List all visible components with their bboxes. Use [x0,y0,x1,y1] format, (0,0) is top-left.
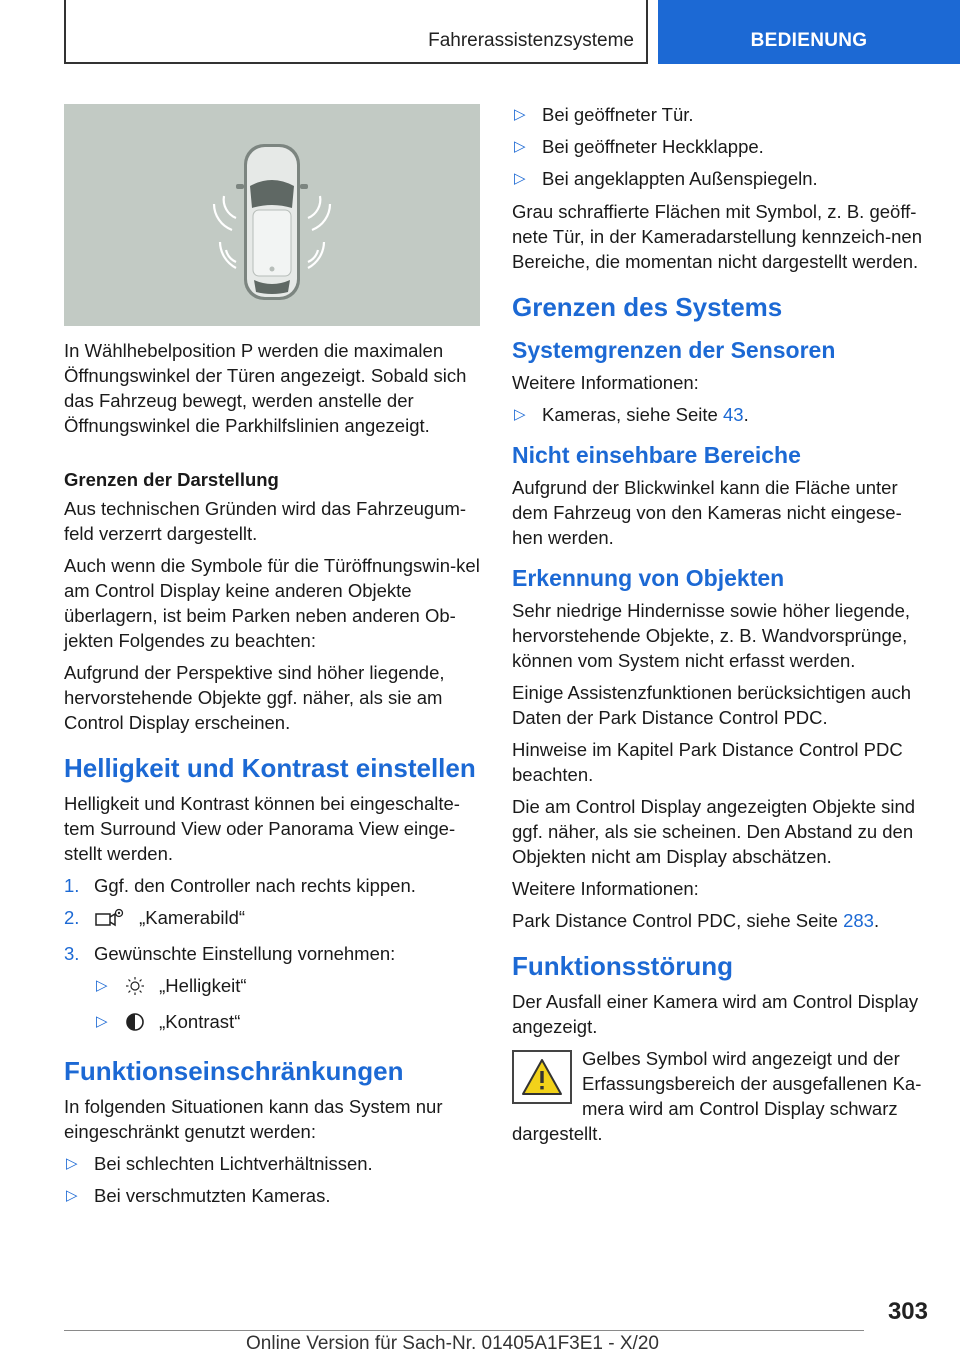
paragraph: Aufgrund der Perspektive sind höher liegende, hervorstehende Objekte ggf. näher, als sie am Control Display erscheinen. [64,662,445,733]
paragraph: Aufgrund der Blickwinkel kann die Fläche unter dem Fahrzeug von den Kameras nicht eingese-hen werden. [512,477,902,548]
bullet-triangle-icon: ▷ [514,106,526,123]
heading-not-visible-areas: Nicht einsehbare Bereiche [512,442,801,468]
bullet-triangle-icon: ▷ [514,138,526,155]
limitations-list [64,1151,480,1208]
page-link-pdc[interactable]: 283 [843,910,874,931]
heading-malfunction: Funktionsstörung [512,951,733,981]
left-column [64,104,480,1216]
steps-list [64,873,480,966]
heading-system-limits: Grenzen des Systems [512,292,783,322]
bullet-triangle-icon: ▷ [66,1187,78,1204]
list-item [64,873,480,898]
footer-divider [64,1330,864,1331]
heading-sensor-limits: Systemgrenzen der Sensoren [512,337,836,363]
substep-text: „Helligkeit“ [159,975,247,996]
heading-brightness-contrast: Helligkeit und Kontrast einstellen [64,753,476,783]
header-section-title: Fahrerassistenzsysteme [428,30,634,51]
list-item [512,166,930,191]
bullet-text: Bei angeklappten Außenspiegeln. [542,168,818,189]
bullet-triangle-icon: ▷ [96,977,108,994]
heading-function-limitations: Funktionseinschränkungen [64,1056,404,1086]
list-item [512,102,930,127]
bullet-text: Bei verschmutzten Kameras. [94,1185,331,1206]
paragraph: Grau schraffierte Flächen mit Symbol, z. B. geöff-nete Tür, in der Kameradarstellung kennzeich-nen Bereiche, die momentan nicht dargestellt werden. [512,201,922,272]
punctuation: . [873,910,880,931]
bullet-triangle-icon: ▷ [66,1155,78,1172]
list-item [64,1151,480,1176]
substep-text: „Kontrast“ [159,1011,241,1032]
bullet-triangle-icon: ▷ [514,170,526,187]
pdc-ref-text: Park Distance Control PDC, siehe Seite [512,910,844,931]
paragraph: Der Ausfall einer Kamera wird am Control Display angezeigt. [512,991,919,1037]
paragraph: Hinweise im Kapitel Park Distance Control PDC beachten. [512,739,903,785]
list-item [94,1009,480,1038]
paragraph: Die am Control Display angezeigten Objekte sind ggf. näher, als sie scheinen. Den Abstand zu den Objekten nicht am Display abschätzen. [512,796,916,867]
situations-list [512,102,930,191]
heading-object-detection: Erkennung von Objekten [512,565,785,591]
warning-note [512,1046,930,1146]
sun-icon [124,976,146,1002]
list-item [64,941,480,966]
warning-triangle-icon [512,1050,572,1104]
list-item [512,402,930,427]
page-number: 303 [887,1298,928,1325]
step-text: Gewünschte Einstellung vornehmen: [94,943,396,964]
bullet-text: Bei geöffneter Heckklappe. [542,136,764,157]
paragraph: Helligkeit und Kontrast können bei eingeschalte-tem Surround View oder Panorama View einge-stellt werden. [64,793,460,864]
car-top-view-icon [64,104,480,326]
subheading-display-limits: Grenzen der Darstellung [64,469,279,490]
list-item [512,134,930,159]
paragraph: Weitere Informationen: [512,878,699,899]
step-number: 2. [64,907,80,928]
list-item [94,973,480,1002]
paragraph: Aus technischen Gründen wird das Fahrzeugum-feld verzerrt dargestellt. [64,498,467,544]
paragraph: In folgenden Situationen kann das System nur eingeschränkt genutzt werden: [64,1096,443,1142]
bullet-triangle-icon: ▷ [514,406,526,423]
list-item [64,905,480,934]
step-text: Ggf. den Controller nach rechts kippen. [94,875,416,896]
bullet-text: Bei schlechten Lichtverhältnissen. [94,1153,373,1174]
paragraph: Einige Assistenzfunktionen berücksichtigen auch Daten der Park Distance Control PDC. [512,682,912,728]
camera-settings-icon [94,906,126,934]
paragraph: Weitere Informationen: [512,372,699,393]
header-section-box [64,0,648,64]
paragraph [512,908,930,933]
bullet-triangle-icon: ▷ [96,1013,108,1030]
paragraph: Auch wenn die Symbole für die Türöffnungswin-kel am Control Display keine anderen Objekte überlagern, ist beim Parken neben anderen Ob-jekten Folgendes zu beachten: [64,555,480,651]
bullet-text: Kameras, siehe Seite [542,404,723,425]
cameras-ref-list [512,402,930,427]
step-text: „Kamerabild“ [139,907,246,928]
step-number: 1. [64,875,80,896]
list-item [64,1183,480,1208]
footer-online-version: Online Version für Sach-Nr. 01405A1F3E1 - X/20 [246,1333,659,1354]
page-link-cameras[interactable]: 43 [722,404,744,425]
warning-text: Gelbes Symbol wird angezeigt und der Erfassungsbereich der ausgefallenen Ka-mera wird am Control Display schwarz dargestellt. [512,1048,922,1144]
header-chapter-tab[interactable] [658,0,960,64]
paragraph: Sehr niedrige Hindernisse sowie höher liegende, hervorstehende Objekte, z. B. Wandvorsprünge, können vom System nicht erfasst werden. [512,600,910,671]
substeps-list [94,973,480,1038]
punctuation: . [743,404,749,425]
paragraph: In Wählhebelposition P werden die maximalen Öffnungswinkel der Türen angezeigt. Sobald sich das Fahrzeug bewegt, werden anstelle der Öffnungswinkel die Parkhilfslinien angezeigt. [64,340,467,436]
step-number: 3. [64,943,80,964]
header-chapter-title: BEDIENUNG [750,30,868,51]
contrast-icon [124,1012,146,1038]
bullet-text: Bei geöffneter Tür. [542,104,694,125]
car-top-view-figure [64,104,480,326]
right-column [512,102,930,1153]
